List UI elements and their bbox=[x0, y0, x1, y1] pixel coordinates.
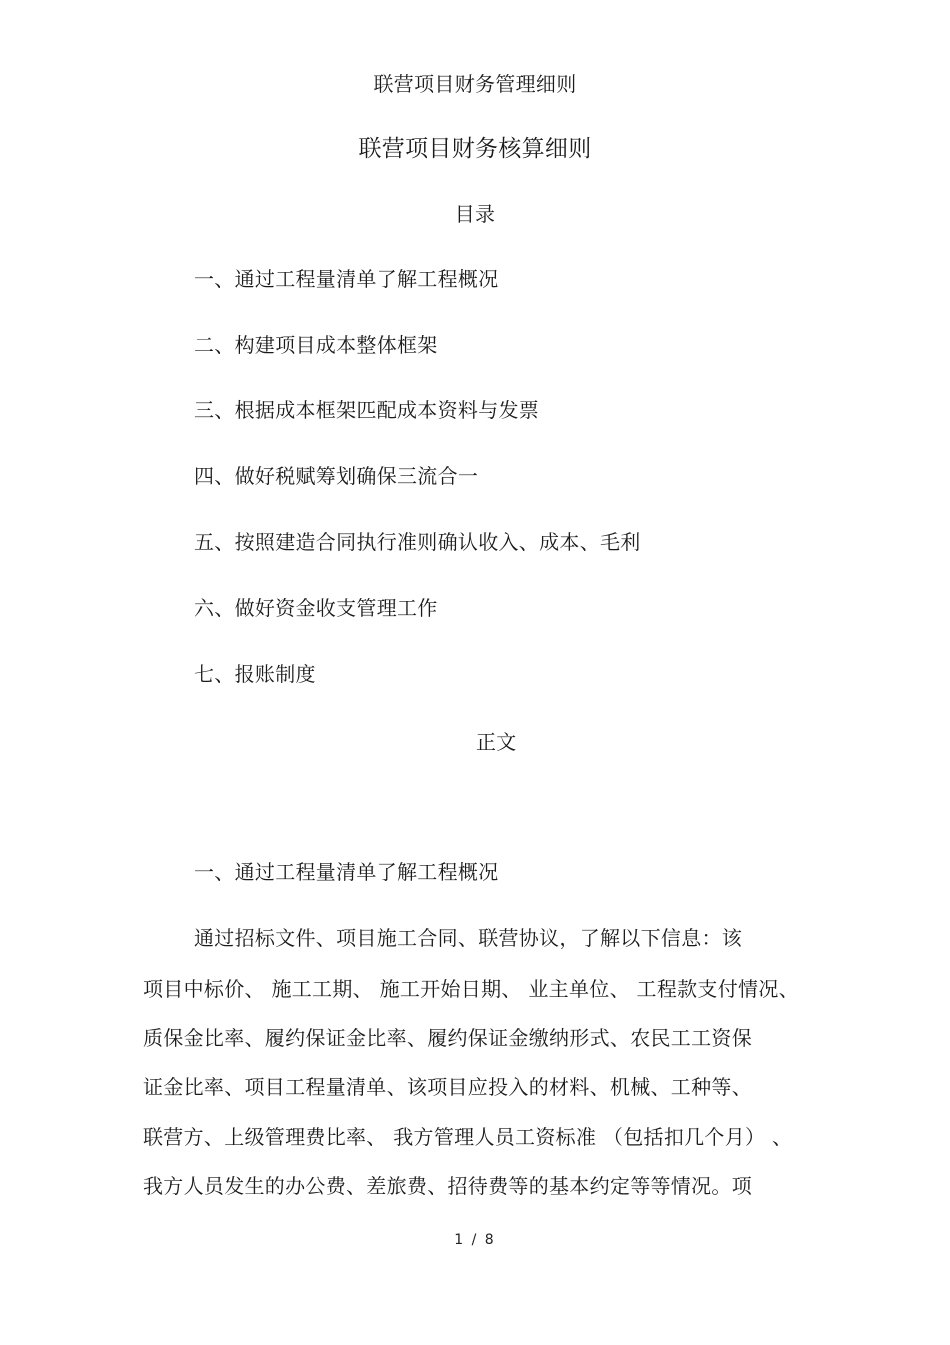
paragraph-line: 项目中标价、 施工工期、 施工开始日期、 业主单位、 工程款支付情况、 bbox=[143, 977, 799, 1001]
toc-item: 七、报账制度 bbox=[194, 662, 316, 686]
toc-item: 一、通过工程量清单了解工程概况 bbox=[194, 267, 499, 291]
body-heading: 正文 bbox=[476, 730, 517, 754]
paragraph-line: 联营方、上级管理费比率、 我方管理人员工资标准 （包括扣几个月） 、 bbox=[143, 1125, 793, 1149]
section-heading: 一、通过工程量清单了解工程概况 bbox=[194, 860, 499, 884]
toc-item: 二、构建项目成本整体框架 bbox=[194, 333, 438, 357]
toc-item: 三、根据成本框架匹配成本资料与发票 bbox=[194, 398, 540, 422]
paragraph-line: 通过招标文件、项目施工合同、联营协议，了解以下信息：该 bbox=[194, 926, 743, 950]
toc-item: 四、做好税赋筹划确保三流合一 bbox=[194, 464, 479, 488]
paragraph-line: 证金比率、项目工程量清单、该项目应投入的材料、机械、工种等、 bbox=[143, 1075, 752, 1099]
paragraph-line: 我方人员发生的办公费、差旅费、招待费等的基本约定等等情况。项 bbox=[143, 1174, 752, 1198]
header-title: 联营项目财务管理细则 bbox=[373, 72, 577, 96]
toc-heading: 目录 bbox=[454, 202, 496, 226]
toc-item: 五、按照建造合同执行准则确认收入、成本、毛利 bbox=[194, 530, 641, 554]
toc-item: 六、做好资金收支管理工作 bbox=[194, 596, 438, 620]
page-number: 1 / 8 bbox=[454, 1232, 496, 1248]
paragraph-line: 质保金比率、履约保证金比率、履约保证金缴纳形式、农民工工资保 bbox=[143, 1026, 752, 1050]
main-title: 联营项目财务核算细则 bbox=[358, 136, 592, 162]
